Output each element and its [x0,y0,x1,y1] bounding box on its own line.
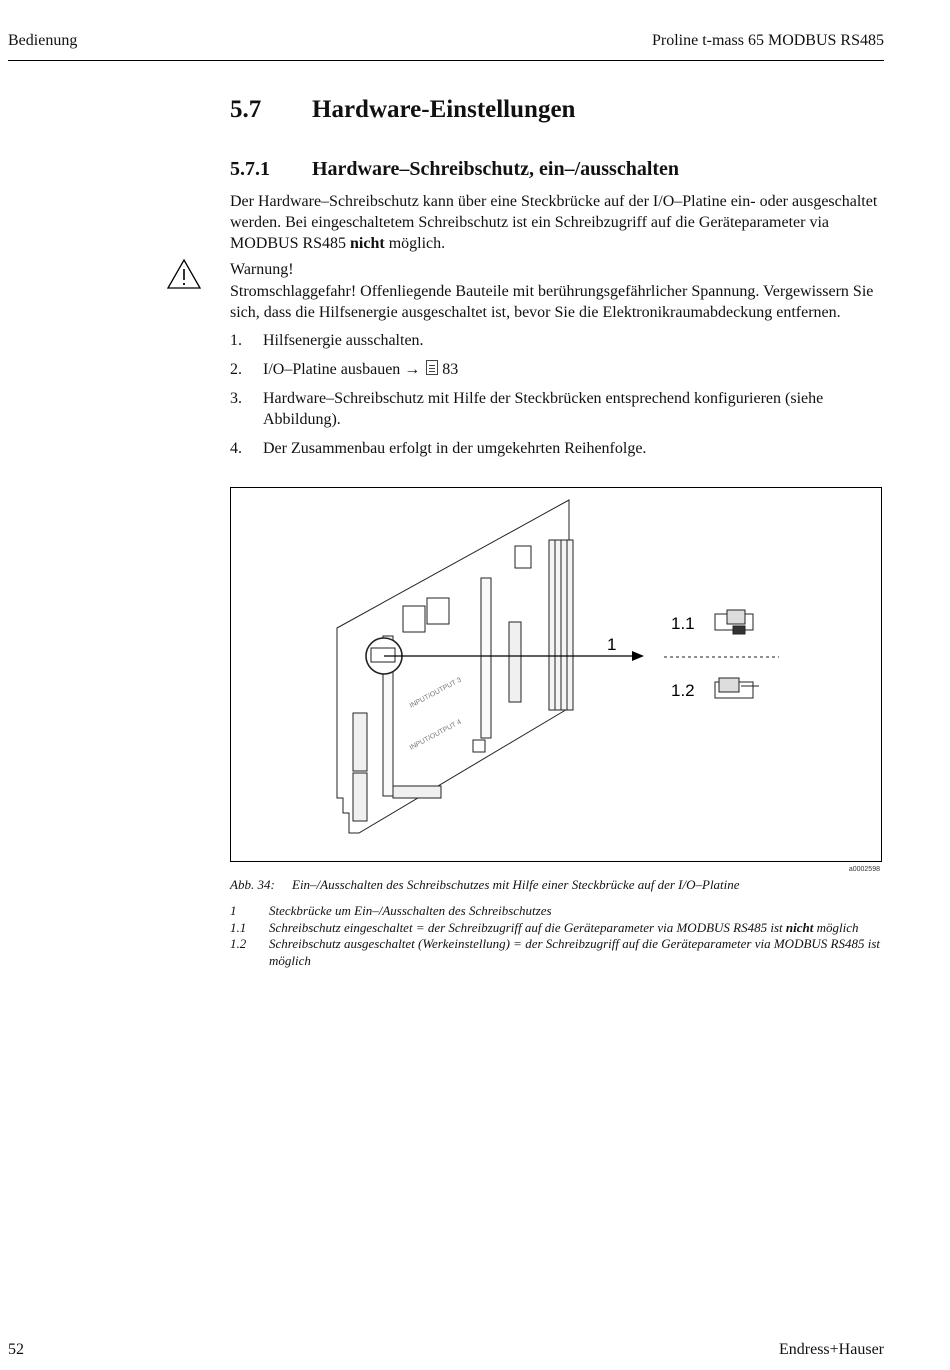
legend-key: 1.2 [230,936,247,951]
list-item [230,438,870,459]
list-item [230,388,870,430]
step-text: Hardware–Schreibschutz mit Hilfe der Steckbrücken entsprechend konfigurieren (siehe Abbildung). [263,390,824,428]
legend-row [230,920,885,937]
footer-brand: Endress+Hauser [779,1341,884,1358]
board-label-io4: INPUT/OUTPUT 4 [408,718,463,752]
intro-emphasis: nicht [350,235,385,252]
jumper-on-board [371,648,395,662]
legend-row [230,936,885,969]
warning-title: Warnung! [230,261,294,278]
header-strip-c [353,773,367,821]
page-reference-icon [426,360,438,375]
step-number: 4. [230,440,242,457]
jumper-off-label: 1.2 [671,681,695,700]
jumper-closed-icon [715,610,753,634]
list-item [230,330,870,351]
figure-caption [230,877,740,893]
legend-emphasis: nicht [785,919,814,935]
legend-key: 1 [230,903,237,918]
header-rule [8,60,884,61]
legend-text: Schreibschutz ausgeschaltet (Werkeinstellung) = der Schreibzugriff auf die Geräteparameter via MODBUS RS485 ist möglich [269,936,881,968]
intro-paragraph [230,191,885,254]
figure-io-board [230,487,882,873]
step-text: Der Zusammenbau erfolgt in der umgekehrten Reihenfolge. [263,440,647,457]
legend-text: Schreibschutz eingeschaltet = der Schreibzugriff auf die Geräteparameter via MODBUS RS485 ist [269,919,786,935]
list-item [230,359,870,380]
legend-text-end: möglich [813,919,859,935]
section-heading [230,96,575,124]
page-reference-link[interactable]: 83 [442,361,459,378]
square-component [473,740,485,752]
legend-text: Steckbrücke um Ein–/Ausschalten des Schreibschutzes [269,903,552,918]
jumper-on-label: 1.1 [671,614,695,633]
top-connector-b [427,598,449,624]
small-chip [515,546,531,568]
legend-key: 1.1 [230,919,247,935]
step-number: 3. [230,390,242,407]
header-strip-a [509,622,521,702]
section-title: Hardware-Einstellungen [312,96,576,123]
intro-text: Der Hardware–Schreibschutz kann über eine Steckbrücke auf der I/O–Platine ein- oder ausgeschaltet werden. Bei eingeschaltetem Schreibschutz ist ein Schreibzugriff auf die Geräteparameter via MODBUS RS485 [230,193,878,252]
figure-id: a0002598 [848,866,880,873]
top-connector-a [403,606,425,632]
header-strip-b [353,713,367,771]
step-text: Hilfsenergie ausschalten. [263,332,424,349]
subsection-number: 5.7.1 [230,158,270,180]
callout-label-1: 1 [607,635,617,654]
step-text: I/O–Platine ausbauen → [263,361,421,378]
warning-text: Stromschlaggefahr! Offenliegende Bauteile mit berührungsgefährlicher Spannung. Vergewissern Sie sich, dass die Hilfsenergie ausgeschaltet ist, bevor Sie die Elektronikraumabdeckung entfernen. [230,283,874,321]
header-chapter: Bedienung [8,32,78,49]
edge-connector [549,540,573,710]
callout-arrowhead [632,651,644,661]
board-label-io3: INPUT/OUTPUT 3 [408,676,463,710]
subsection-heading [230,158,679,181]
step-list [230,330,870,467]
caption-text: Ein–/Ausschalten des Schreibschutzes mit Hilfe einer Steckbrücke auf der I/O–Platine [292,877,740,892]
step-number: 2. [230,361,242,378]
rail-right [481,578,491,738]
jumper-open-icon [715,678,759,698]
caption-label: Abb. 34: [230,877,275,892]
section-number: 5.7 [230,96,262,123]
page-number: 52 [8,1341,24,1358]
io-board-illustration [231,488,881,861]
intro-text-end: möglich. [384,235,446,252]
legend-row [230,903,885,920]
warning-triangle-icon [166,258,202,290]
header-product: Proline t-mass 65 MODBUS RS485 [651,32,884,49]
subsection-title: Hardware–Schreibschutz, ein–/ausschalten [312,158,680,180]
step-number: 1. [230,332,242,349]
bottom-pin-row [393,786,441,798]
figure-legend [230,903,885,969]
